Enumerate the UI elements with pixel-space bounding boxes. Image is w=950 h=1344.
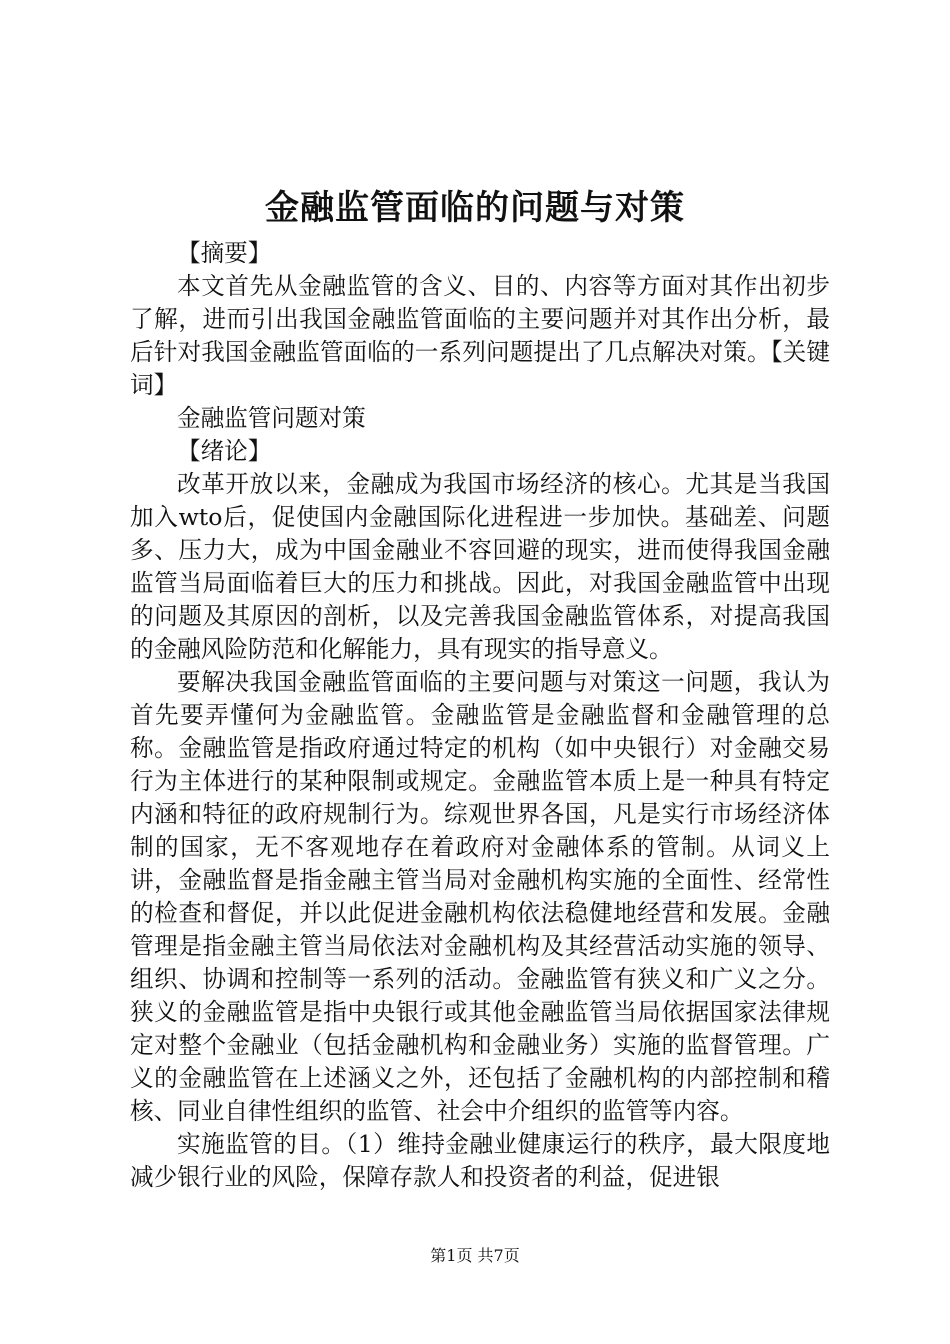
objectives-paragraph: 实施监管的目。（1）维持金融业健康运行的秩序，最大限度地减少银行业的风险，保障存款人和投资者的利益，促进银 <box>130 1130 830 1191</box>
document-title: 金融监管面临的问题与对策 <box>265 188 685 228</box>
introduction-paragraph: 改革开放以来，金融成为我国市场经济的核心。尤其是当我国加入wto后，促使国内金融国际化进程进一步加快。基础差、问题多、压力大，成为中国金融业不容回避的现实，进而使得我国金融监管当局面临着巨大的压力和挑战。因此，对我国金融监管中出现的问题及其原因的剖析，以及完善我国金融监管体系，对提高我国的金融风险防范和化解能力，具有现实的指导意义。 <box>130 470 830 663</box>
definition-paragraph: 要解决我国金融监管面临的主要问题与对策这一问题，我认为首先要弄懂何为金融监管。金融监管是金融监督和金融管理的总称。金融监管是指政府通过特定的机构（如中央银行）对金融交易行为主体进行的某种限制或规定。金融监管本质上是一种具有特定内涵和特征的政府规制行为。综观世界各国，凡是实行市场经济体制的国家，无不客观地存在着政府对金融体系的管制。从词义上讲，金融监督是指金融主管当局对金融机构实施的全面性、经常性的检查和督促，并以此促进金融机构依法稳健地经营和发展。金融管理是指金融主管当局依法对金融机构及其经营活动实施的领导、组织、协调和控制等一系列的活动。金融监管有狭义和广义之分。狭义的金融监管是指中央银行或其他金融监管当局依据国家法律规定对整个金融业（包括金融机构和金融业务）实施的监督管理。广义的金融监管在上述涵义之外，还包括了金融机构的内部控制和稽核、同业自律性组织的监管、社会中介组织的监管等内容。 <box>130 668 830 1125</box>
keywords-paragraph: 金融监管问题对策 <box>177 404 366 432</box>
abstract-heading: 【摘要】 <box>177 239 272 267</box>
introduction-heading: 【绪论】 <box>177 437 272 465</box>
page-footer: 第1页 共7页 <box>430 1246 520 1265</box>
abstract-paragraph: 本文首先从金融监管的含义、目的、内容等方面对其作出初步了解，进而引出我国金融监管面临的主要问题并对其作出分析，最后针对我国金融监管面临的一系列问题提出了几点解决对策。【关键词】 <box>130 272 830 399</box>
document-body <box>130 237 830 1194</box>
